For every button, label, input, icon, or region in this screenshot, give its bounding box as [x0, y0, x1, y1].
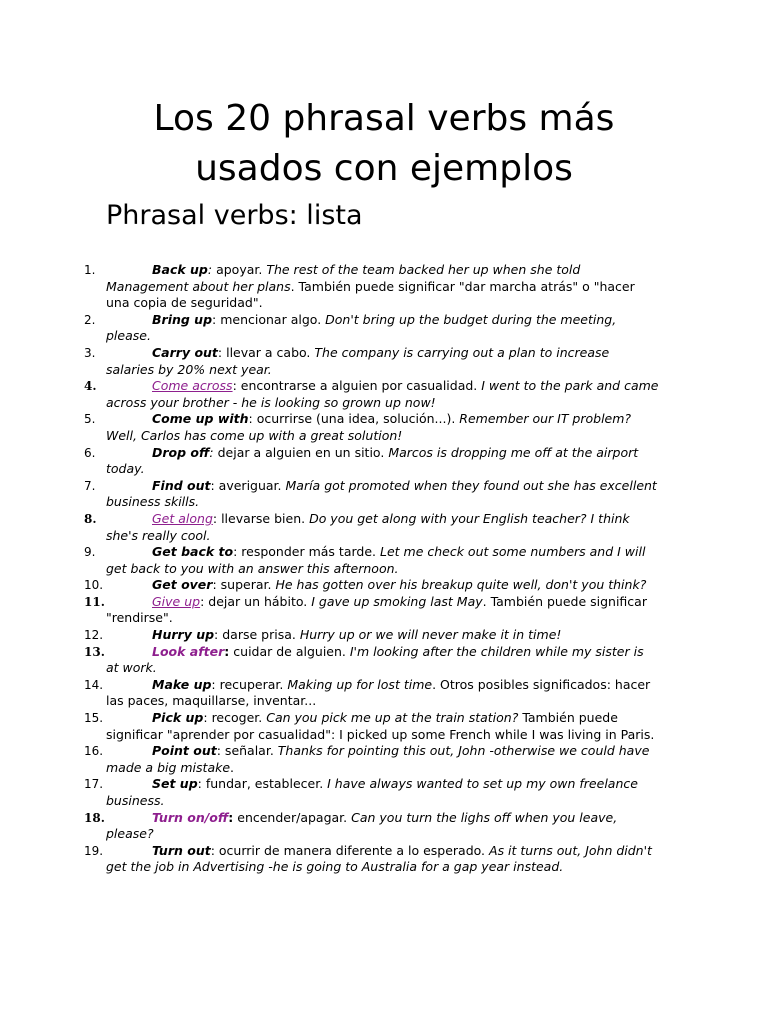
meaning: darse prisa.	[218, 627, 300, 643]
term-sep: :	[233, 544, 238, 560]
term: Get back to	[152, 544, 234, 560]
list-item	[0, 262, 660, 312]
item-number: 18.	[84, 810, 105, 825]
meaning: encender/apagar.	[233, 809, 352, 825]
meaning: dejar a alguien en un sitio.	[213, 444, 389, 460]
example: I gave up smoking last May	[311, 593, 483, 609]
list-item	[0, 411, 660, 444]
item-number: 11.	[84, 594, 105, 609]
item-number: 9.	[84, 545, 96, 560]
term: Carry out	[152, 344, 218, 360]
example: Marcos is dropping me off at the airport today.	[106, 444, 639, 477]
list-item	[0, 743, 660, 776]
meaning: superar.	[216, 577, 276, 593]
term-sep: :	[203, 710, 208, 726]
list-item	[0, 478, 660, 511]
term: Pick up	[152, 710, 204, 726]
list-item	[0, 378, 660, 411]
example: He has gotten over his breakup quite well, don't you think?	[275, 577, 647, 593]
example: Don't bring up the budget during the meeting, please.	[106, 311, 617, 344]
meaning: llevar a cabo.	[222, 344, 315, 360]
meaning: recuperar.	[215, 676, 288, 692]
extra: .	[230, 759, 235, 775]
extra: . Otros posibles significados: hacer las paces, maquillarse, inventar...	[106, 676, 651, 709]
example: I'm looking after the children while my sister is at work.	[106, 643, 644, 676]
meaning: responder más tarde.	[237, 544, 380, 560]
page-title	[0, 94, 768, 194]
meaning: recoger.	[207, 710, 267, 726]
list-item	[0, 677, 660, 710]
example: María got promoted when they found out she has excellent business skills.	[106, 477, 657, 510]
term: Bring up	[152, 311, 213, 327]
term-sep: :	[197, 776, 202, 792]
example: The rest of the team backed her up when she told Management about her plans	[106, 262, 581, 294]
meaning: apoyar.	[212, 262, 267, 277]
meaning: ocurrir de manera diferente a lo esperado.	[214, 842, 490, 858]
list-item	[0, 644, 660, 677]
example: Let me check out some numbers and I will get back to you with an answer this afternoon.	[106, 544, 646, 576]
term-sep: :	[214, 627, 219, 643]
example: I have always wanted to set up my own freelance business.	[106, 776, 638, 808]
list-item	[0, 710, 660, 743]
term: Get over	[152, 577, 213, 593]
example: Remember our IT problem? Well, Carlos has come up with a great solution!	[106, 411, 632, 443]
term-sep: :	[232, 378, 237, 394]
item-number: 2.	[84, 312, 96, 327]
meaning: ocurrirse (una idea, solución...).	[252, 411, 460, 427]
term-sep: :	[224, 643, 230, 659]
item-number: 5.	[84, 412, 96, 427]
example: Can you pick me up at the train station?	[266, 710, 519, 726]
list-item	[0, 843, 660, 876]
term-highlight: Look after	[152, 643, 225, 659]
list-item	[0, 810, 660, 843]
item-number: 12.	[84, 628, 104, 643]
item-number: 15.	[84, 711, 104, 726]
list-item	[0, 312, 660, 345]
meaning: mencionar algo.	[216, 311, 326, 327]
list-item	[0, 776, 660, 809]
item-number: 13.	[84, 644, 105, 659]
example: Thanks for pointing this out, John -otherwise we could have made a big mistake	[106, 743, 650, 775]
list-item	[0, 594, 660, 627]
section-heading: Phrasal verbs: lista	[106, 200, 363, 231]
item-number: 7.	[84, 478, 96, 493]
meaning: fundar, establecer.	[201, 776, 328, 792]
item-number: 10.	[84, 578, 104, 593]
term: Come up with	[152, 411, 249, 427]
list-item	[0, 544, 660, 577]
meaning: llevarse bien.	[217, 510, 310, 526]
term: Set up	[152, 776, 198, 792]
example: As it turns out, John didn't get the job in Advertising -he is going to Australia for a gap year instead.	[106, 842, 652, 875]
term-sep: :	[212, 311, 217, 327]
term-sep: :	[248, 411, 253, 427]
list-item	[0, 445, 660, 478]
meaning: dejar un hábito.	[204, 593, 312, 609]
item-number: 6.	[84, 445, 96, 460]
term-highlight: Turn on/off	[152, 809, 229, 825]
term: Find out	[152, 477, 211, 493]
item-number: 8.	[84, 511, 97, 526]
term-sep: :	[200, 593, 205, 609]
term-sep: :	[212, 577, 217, 593]
term-link[interactable]: Get along	[152, 510, 213, 526]
example: Making up for lost time	[287, 676, 433, 692]
extra: . También puede significar "dar marcha atrás" o "hacer una copia de seguridad".	[106, 278, 635, 311]
item-number: 1.	[84, 263, 96, 277]
list-item	[0, 511, 660, 544]
meaning: cuidar de alguien.	[229, 643, 350, 659]
term: Drop off	[152, 444, 210, 460]
extra: . También puede significar "rendirse".	[106, 593, 647, 626]
item-number: 3.	[84, 345, 96, 360]
example: The company is carrying out a plan to increase salaries by 20% next year.	[106, 344, 610, 377]
term-sep: :	[210, 842, 215, 858]
term-sep: :	[216, 743, 221, 759]
term-link[interactable]: Give up	[152, 593, 201, 609]
meaning: averiguar.	[214, 477, 286, 493]
example: Do you get along with your English teacher? I think she's really cool.	[106, 510, 630, 543]
list-item	[0, 627, 660, 644]
term: Point out	[152, 743, 217, 759]
term-sep: :	[210, 477, 215, 493]
meaning: señalar.	[220, 743, 278, 759]
term: Turn out	[152, 842, 211, 858]
list-item	[0, 577, 660, 594]
term-sep: :	[211, 676, 216, 692]
example: I went to the park and came across your brother - he is looking so grown up now!	[106, 378, 659, 410]
term-sep: :	[217, 344, 223, 360]
term-sep: :	[207, 262, 213, 277]
item-number: 4.	[84, 379, 97, 394]
term: Hurry up	[152, 627, 215, 643]
page-title-line-2: usados con ejemplos	[195, 148, 573, 189]
term-sep: :	[209, 444, 214, 460]
term: Back up	[152, 262, 208, 277]
extra: También puede significar "aprender por casualidad": I picked up some French while I was living in Paris.	[106, 710, 655, 742]
item-number: 16.	[84, 744, 104, 759]
term: Make up	[152, 676, 212, 692]
phrasal-verb-list	[0, 262, 768, 876]
term-sep: :	[212, 510, 218, 526]
page-title-line-1: Los 20 phrasal verbs más	[153, 98, 615, 139]
item-number: 19.	[84, 843, 104, 858]
item-number: 17.	[84, 777, 104, 792]
list-item	[0, 345, 660, 378]
meaning: encontrarse a alguien por casualidad.	[236, 378, 482, 394]
example: Can you turn the lighs off when you leave, please?	[106, 809, 618, 842]
term-link[interactable]: Come across	[152, 378, 233, 394]
example: Hurry up or we will never make it in time!	[299, 627, 562, 643]
term-sep: :	[228, 809, 234, 825]
item-number: 14.	[84, 677, 104, 692]
